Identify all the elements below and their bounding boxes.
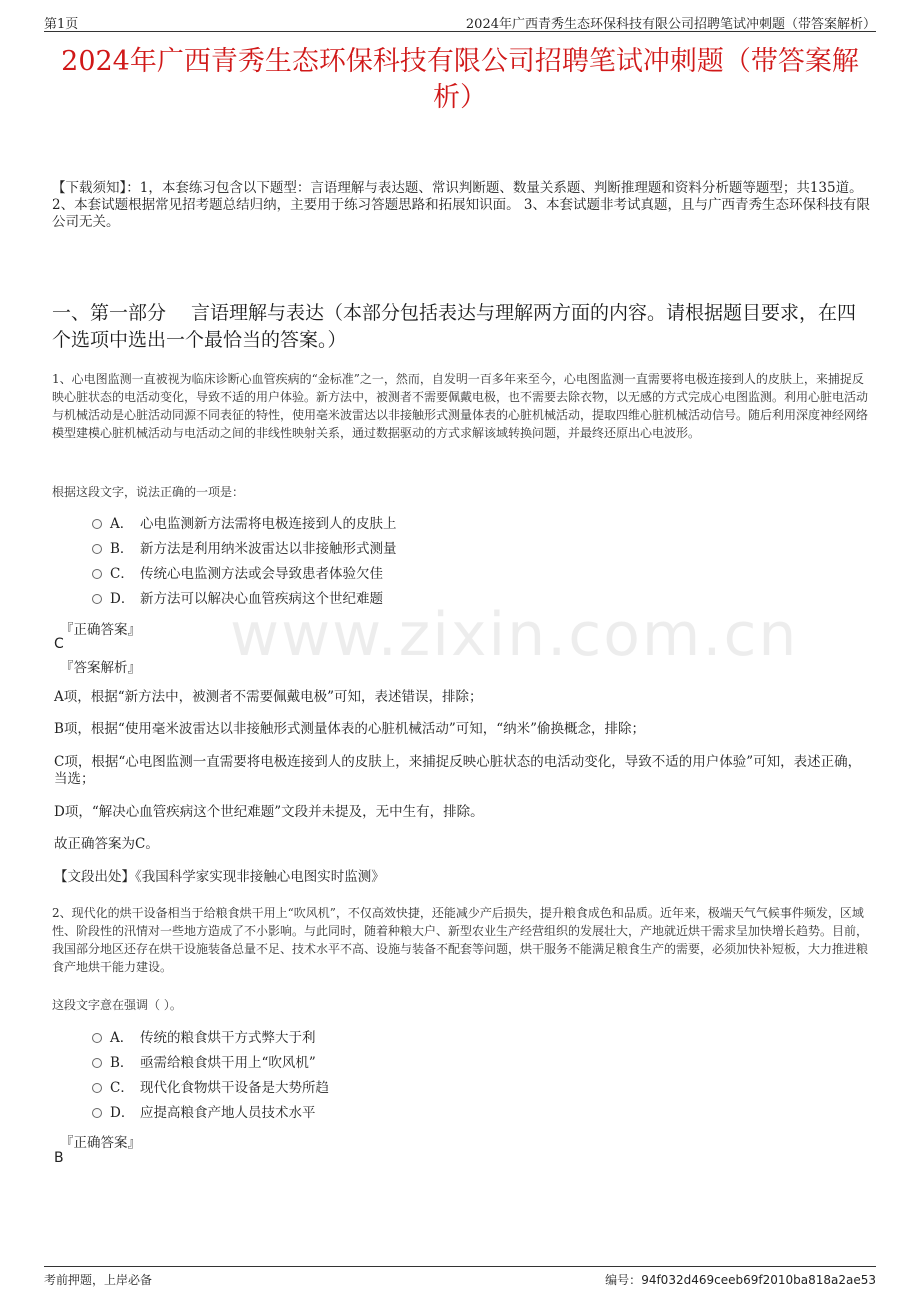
question-1-option-c[interactable]: C． 传统心电监测方法或会导致患者体验欠佳: [92, 565, 383, 583]
question-1-text: 1、心电图监测一直被视为临床诊断心血管疾病的“金标准”之一，然而，自发明一百多年来至今，心电图监测一直需要将电极连接到人的皮肤上，来捕捉反映心脏状态的电活动变化，导致不适的用户体验。新方法中，被测者不需要佩戴电极，也不需要去除衣物，以无感的方式完成心电图监测。利用心脏电活动与机械活动是心脏活动同源不同表征的特性，使用毫米波雷达以非接触形式测量体表的心脏机械活动，提取四维心脏机械活动信号。随后利用深度神经网络模型建模心脏机械活动与电活动之间的非线性映射关系，通过数据驱动的方式求解该域转换问题，并最终还原出心电波形。: [52, 372, 869, 440]
radio-icon[interactable]: [92, 569, 102, 579]
footer-divider: [44, 1266, 876, 1267]
analysis-label: 『答案解析』: [60, 660, 141, 676]
document-title: 2024年广西青秀生态环保科技有限公司招聘笔试冲刺题（带答案解析）: [61, 46, 859, 113]
analysis-a: A项，根据“新方法中，被测者不需要佩戴电极”可知，表述错误，排除；: [54, 689, 483, 705]
correct-answer: C: [54, 636, 64, 652]
page-number: 第1页: [44, 17, 79, 32]
question-2-option-b[interactable]: B． 亟需给粮食烘干用上“吹风机”: [92, 1054, 316, 1072]
header-divider: [44, 31, 876, 32]
analysis-d: D项，“解决心血管疾病这个世纪难题”文段并未提及，无中生有，排除。: [54, 804, 484, 820]
footer-slogan: 考前押题，上岸必备: [44, 1273, 153, 1287]
download-notice: 【下载须知】：1，本套练习包含以下题型：言语理解与表达题、常识判断题、数量关系题、判断推理题和资料分析题等题型；共135道。 2、本套试题根据常见招考题总结归纳，主要用于练习答题思路和拓展知识面。 3、本套试题非考试真题，且与广西青秀生态环保科技有限公司无关。: [52, 180, 870, 230]
question-2-option-a[interactable]: A． 传统的粮食烘干方式弊大于利: [92, 1029, 316, 1047]
question-2-option-d[interactable]: D． 应提高粮食产地人员技术水平: [92, 1104, 316, 1122]
radio-icon[interactable]: [92, 1108, 102, 1118]
correct-answer-label: 『正确答案』: [60, 622, 141, 638]
document-code: 编号：94f032d469ceeb69f2010ba818a2ae53: [605, 1273, 876, 1287]
question-2-prompt: 这段文字意在强调（ ）。: [52, 998, 182, 1012]
radio-icon[interactable]: [92, 594, 102, 604]
radio-icon[interactable]: [92, 1083, 102, 1093]
analysis-conclusion: 故正确答案为C。: [54, 836, 159, 852]
watermark: www.zixin.com.cn: [230, 600, 799, 670]
radio-icon[interactable]: [92, 519, 102, 529]
question-1-option-b[interactable]: B． 新方法是利用纳米波雷达以非接触形式测量: [92, 540, 397, 558]
question-1-option-d[interactable]: D． 新方法可以解决心血管疾病这个世纪难题: [92, 590, 383, 608]
header-doc-title: 2024年广西青秀生态环保科技有限公司招聘笔试冲刺题（带答案解析）: [465, 17, 876, 32]
question-2-option-c[interactable]: C． 现代化食物烘干设备是大势所趋: [92, 1079, 329, 1097]
source-citation: 【文段出处】《我国科学家实现非接触心电图实时监测》: [54, 869, 385, 885]
radio-icon[interactable]: [92, 1033, 102, 1043]
question-1-prompt: 根据这段文字，说法正确的一项是：: [52, 485, 245, 499]
section-heading: 一、第一部分 言语理解与表达（本部分包括表达与理解两方面的内容。请根据题目要求，在四个选项中选出一个最恰当的答案。）: [52, 302, 857, 351]
radio-icon[interactable]: [92, 544, 102, 554]
question-1-option-a[interactable]: A． 心电监测新方法需将电极连接到人的皮肤上: [92, 515, 397, 533]
radio-icon[interactable]: [92, 1058, 102, 1068]
analysis-c: C项，根据“心电图监测一直需要将电极连接到人的皮肤上，来捕捉反映心脏状态的电活动变化，导致不适的用户体验”可知，表述正确，当选；: [54, 754, 862, 787]
correct-answer: B: [54, 1150, 64, 1166]
question-2-text: 2、现代化的烘干设备相当于给粮食烘干用上“吹风机”，不仅高效快捷，还能减少产后损失，提升粮食成色和品质。近年来，极端天气气候事件频发，区域性、阶段性的汛情对一些地方造成了不小影响。与此同时，随着种粮大户、新型农业生产经营组织的发展壮大，产地就近烘干需求呈加快增长趋势。目前，我国部分地区还存在烘干设施装备总量不足、技术水平不高、设施与装备不配套等问题，烘干服务不能满足粮食生产的需要，必须加快补短板，大力推进粮食产地烘干能力建设。: [52, 906, 869, 974]
analysis-b: B项，根据“使用毫米波雷达以非接触形式测量体表的心脏机械活动”可知，“纳米”偷换概念，排除；: [54, 721, 646, 737]
correct-answer-label: 『正确答案』: [60, 1135, 141, 1151]
